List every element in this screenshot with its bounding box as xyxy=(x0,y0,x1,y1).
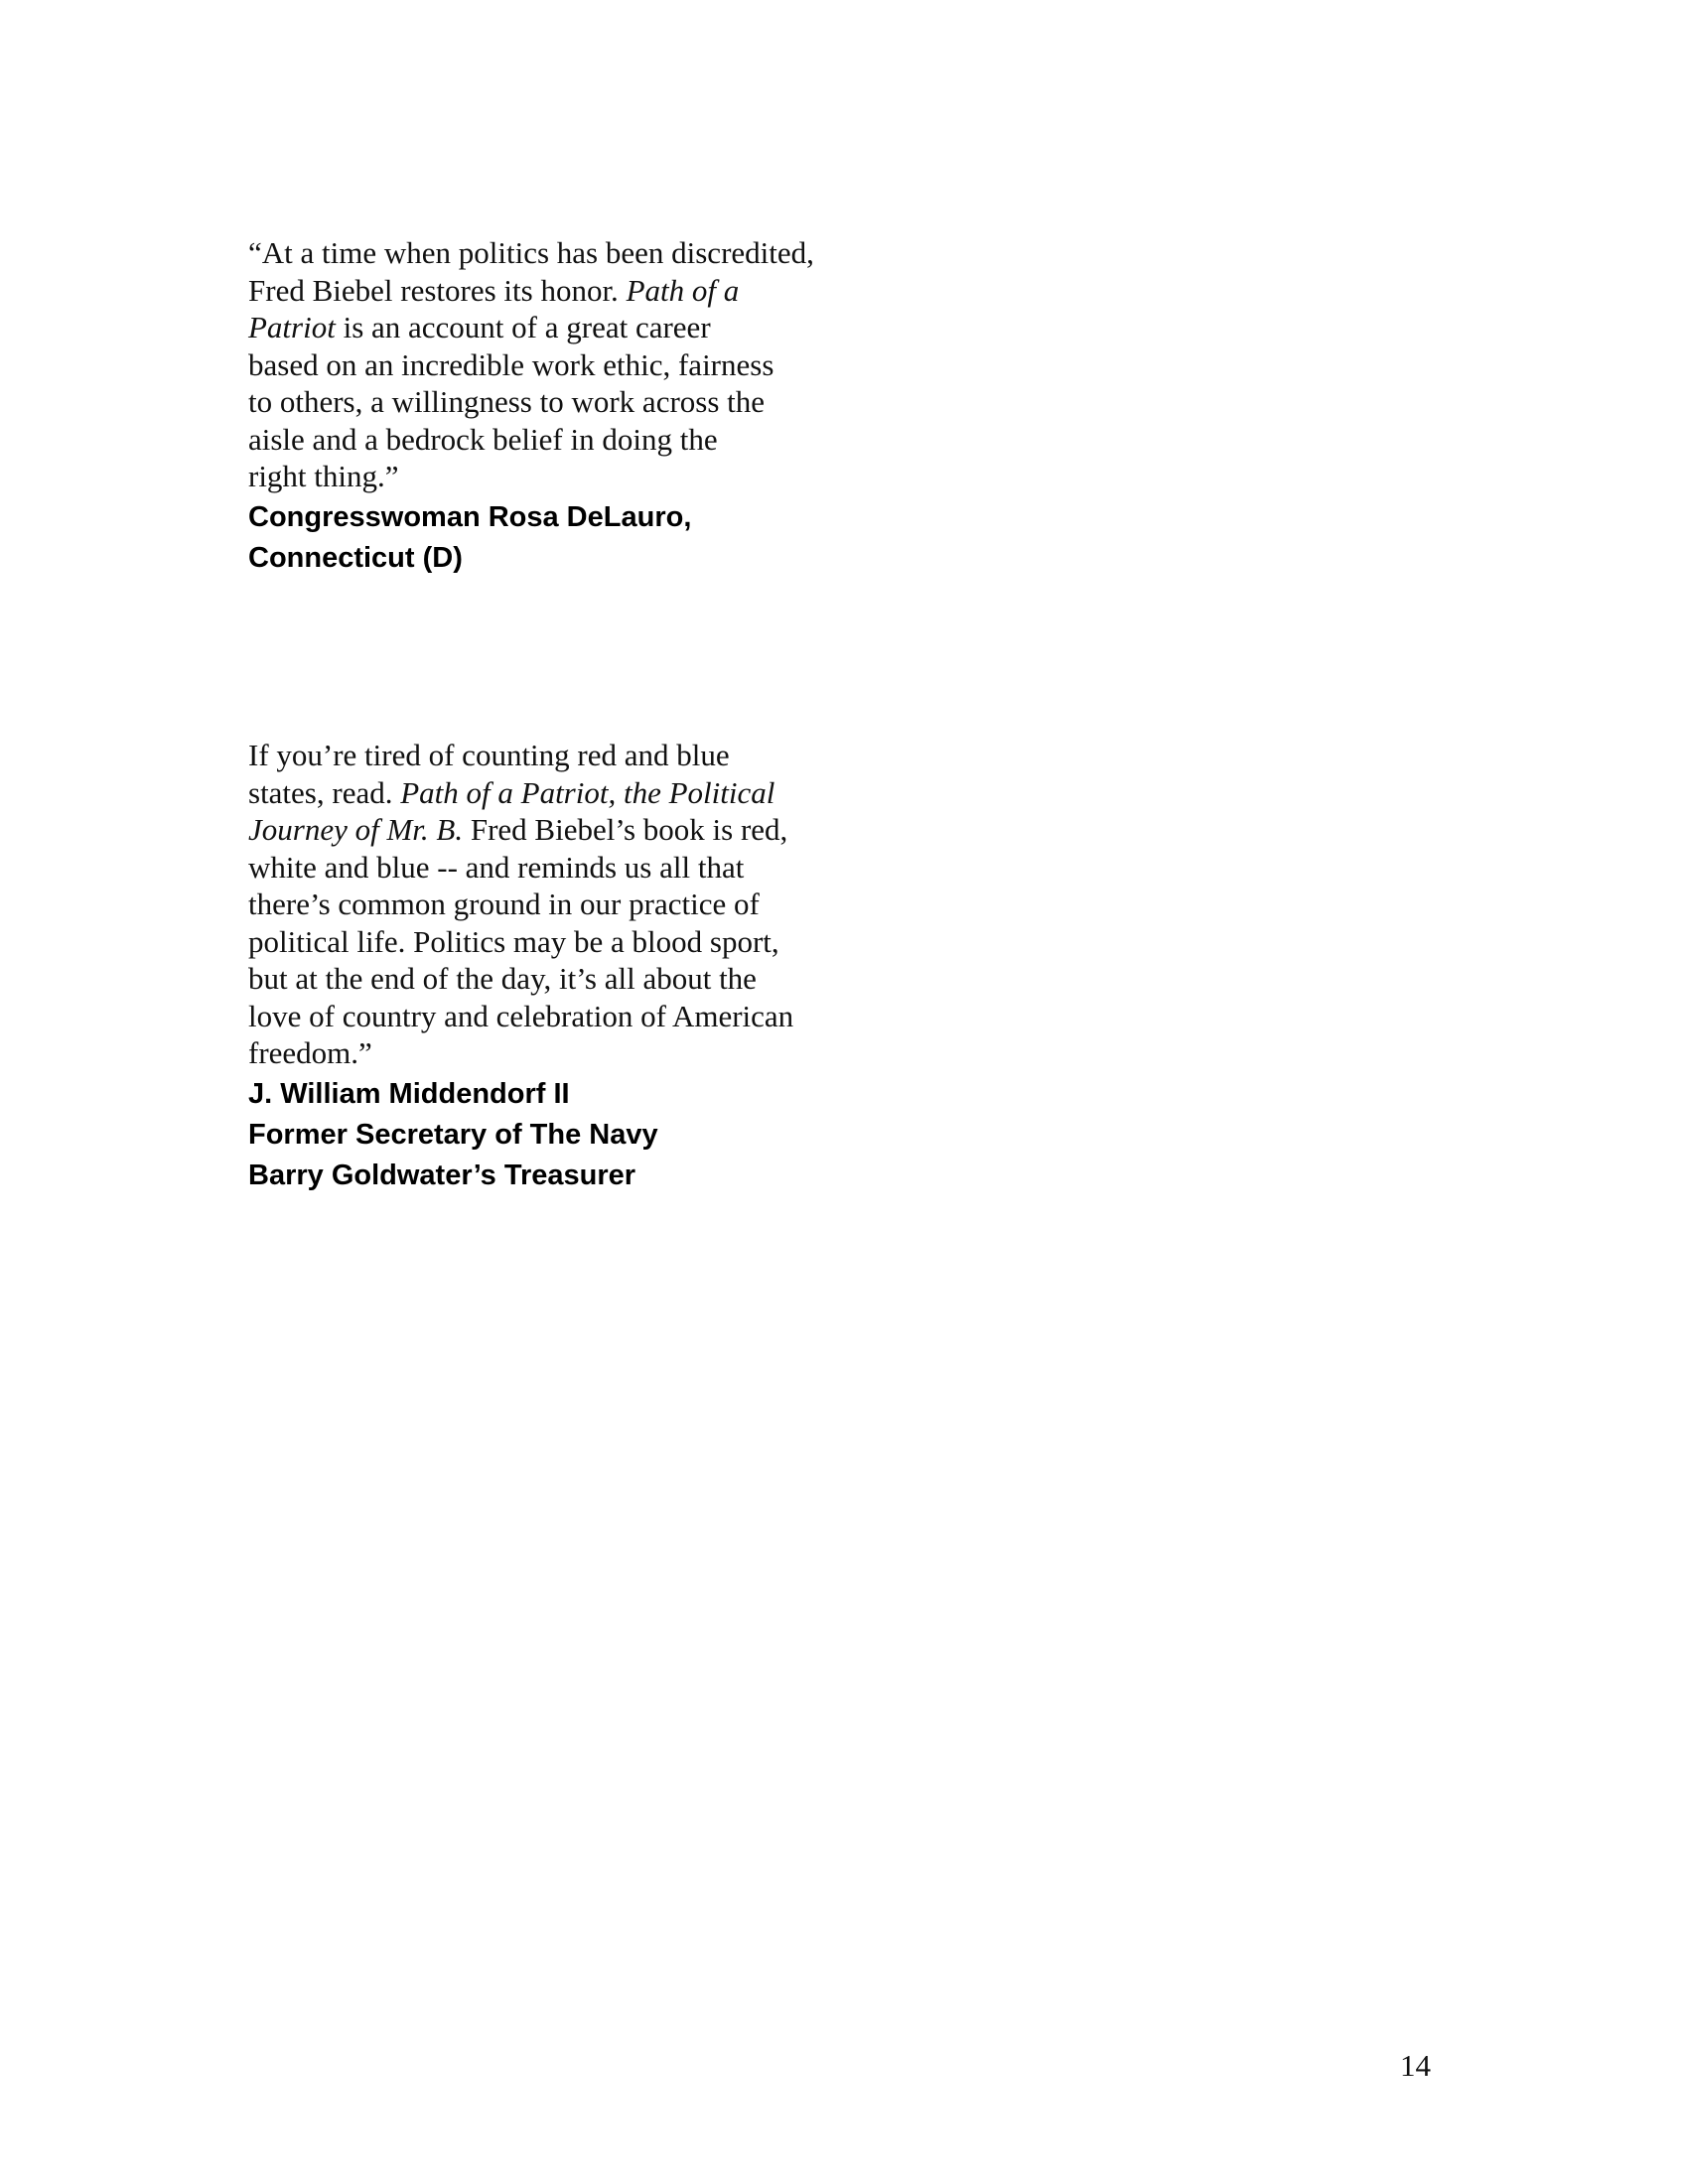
quote-text-run: love of country and celebration of American xyxy=(248,998,794,1033)
quote-line xyxy=(248,737,884,774)
testimonial-attribution xyxy=(248,497,884,579)
quote-line xyxy=(248,998,884,1035)
quote-text-run: there’s common ground in our practice of xyxy=(248,887,760,921)
quote-text-run: Fred Biebel restores its honor. xyxy=(248,272,627,308)
attribution-line: Barry Goldwater’s Treasurer xyxy=(248,1159,636,1191)
attribution-line: Former Secretary of The Navy xyxy=(248,1118,658,1151)
testimonial-attribution xyxy=(248,1074,884,1196)
testimonial-middendorf xyxy=(248,737,884,1196)
quote-text-run: If you’re tired of counting red and blue xyxy=(248,738,730,772)
quote-line xyxy=(248,774,884,812)
quote-line xyxy=(248,383,884,421)
quote-text-run: based on an incredible work ethic, fairness xyxy=(248,346,774,382)
page-number: 14 xyxy=(1400,2048,1431,2083)
attribution-line: Connecticut (D) xyxy=(248,541,463,574)
quote-line xyxy=(248,960,884,998)
book-title-italic: Patriot xyxy=(248,310,336,344)
attribution-line: Congresswoman Rosa DeLauro, xyxy=(248,500,692,533)
quote-line xyxy=(248,272,884,310)
quote-text-run: Fred Biebel’s book is red, xyxy=(463,812,788,847)
quote-text-run: states, read. xyxy=(248,774,401,810)
quote-text-run: to others, a willingness to work across the xyxy=(248,384,766,419)
quote-line xyxy=(248,234,884,272)
quote-line xyxy=(248,309,884,346)
quote-text-run: “At a time when politics has been discredited, xyxy=(248,235,814,270)
quote-text-run: aisle and a bedrock belief in doing the xyxy=(248,421,718,457)
testimonial-quote xyxy=(248,234,884,495)
quote-line xyxy=(248,458,884,495)
book-title-italic: Path of a xyxy=(626,272,740,308)
testimonial-delauro xyxy=(248,234,884,579)
quote-line xyxy=(248,886,884,923)
quote-line xyxy=(248,811,884,849)
attribution-line: J. William Middendorf II xyxy=(248,1077,570,1110)
quote-text-run: freedom.” xyxy=(248,1035,372,1070)
quote-line xyxy=(248,346,884,384)
book-title-italic: Path of a Patriot, the Political xyxy=(400,774,775,810)
quote-line xyxy=(248,923,884,961)
quote-line xyxy=(248,849,884,887)
quote-line xyxy=(248,1034,884,1072)
testimonial-quote xyxy=(248,737,884,1072)
quote-text-run: white and blue -- and reminds us all that xyxy=(248,849,745,885)
book-title-italic: Journey of Mr. B. xyxy=(248,812,464,847)
quote-text-run: but at the end of the day, it’s all about the xyxy=(248,961,757,996)
quote-text-run: political life. Politics may be a blood sport, xyxy=(248,923,779,959)
quote-line xyxy=(248,421,884,459)
quote-text-run: is an account of a great career xyxy=(335,310,711,344)
quote-text-run: right thing.” xyxy=(248,459,399,493)
